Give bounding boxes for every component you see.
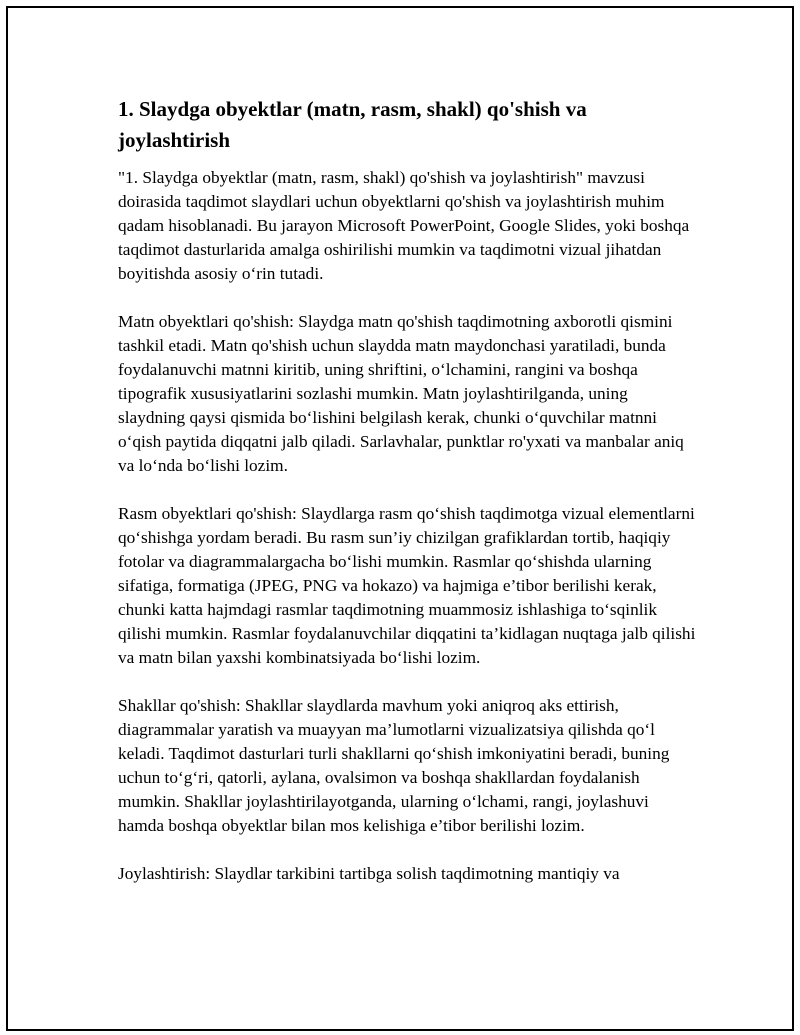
paragraph-shapes: Shakllar qo'shish: Shakllar slaydlarda mavhum yoki aniqroq aks ettirish, diagrammalar yaratish va muayyan ma’lumotlarni vizualizatsiya qilishda qo‘l keladi. Taqdimot dasturlari turli shakllarni qo‘shish imkoniyatini beradi, buning uchun to‘g‘ri, qatorli, aylana, ovalsimon va boshqa shakllardan foydalanish mumkin. Shakllar joylashtirilayotganda, ularning o‘lchami, rangi, joylashuvi hamda boshqa obyektlar bilan mos kelishiga e’tibor berilishi lozim. <box>118 696 670 835</box>
document-title: 1. Slaydga obyektlar (matn, rasm, shakl) qo'shish va joylashtirish <box>118 97 587 152</box>
document-body <box>118 94 698 910</box>
paragraph-placement: Joylashtirish: Slaydlar tarkibini tartibga solish taqdimotning mantiqiy va <box>118 864 620 883</box>
paragraph-image-objects: Rasm obyektlari qo'shish: Slaydlarga rasm qo‘shish taqdimotga vizual elementlarni qo‘shishga yordam beradi. Bu rasm sun’iy chizilgan grafiklardan tortib, haqiqiy fotolar va diagrammalargacha bo‘lishi mumkin. Rasmlar qo‘shishda ularning sifatiga, formatiga (JPEG, PNG va hokazo) va hajmiga e’tibor berilishi kerak, chunki katta hajmdagi rasmlar taqdimotning muammosiz ishlashiga to‘sqinlik qilishi mumkin. Rasmlar foydalanuvchilar diqqatini ta’kidlagan nuqtaga jalb qilishi va matn bilan yaxshi kombinatsiyada bo‘lishi lozim. <box>118 504 696 667</box>
paragraph-intro: "1. Slaydga obyektlar (matn, rasm, shakl) qo'shish va joylashtirish" mavzusi doirasida taqdimot slaydlari uchun obyektlarni qo'shish va joylashtirish muhim qadam hisoblanadi. Bu jarayon Microsoft PowerPoint, Google Slides, yoki boshqa taqdimot dasturlarida amalga oshirilishi mumkin va taqdimotni vizual jihatdan boyitishda asosiy o‘rin tutadi. <box>118 168 690 283</box>
paragraph-text-objects: Matn obyektlari qo'shish: Slaydga matn qo'shish taqdimotning axborotli qismini tashkil etadi. Matn qo'shish uchun slaydda matn maydonchasi yaratiladi, bunda foydalanuvchi matnni kiritib, uning shriftini, o‘lchamini, rangini va boshqa tipografik xususiyatlarini sozlashi mumkin. Matn joylashtirilganda, uning slaydning qaysi qismida bo‘lishini belgilash kerak, chunki o‘quvchilar matnni o‘qish paytida diqqatni jalb qiladi. Sarlavhalar, punktlar ro'yxati va manbalar aniq va lo‘nda bo‘lishi lozim. <box>118 312 684 475</box>
document-page <box>6 6 794 1031</box>
